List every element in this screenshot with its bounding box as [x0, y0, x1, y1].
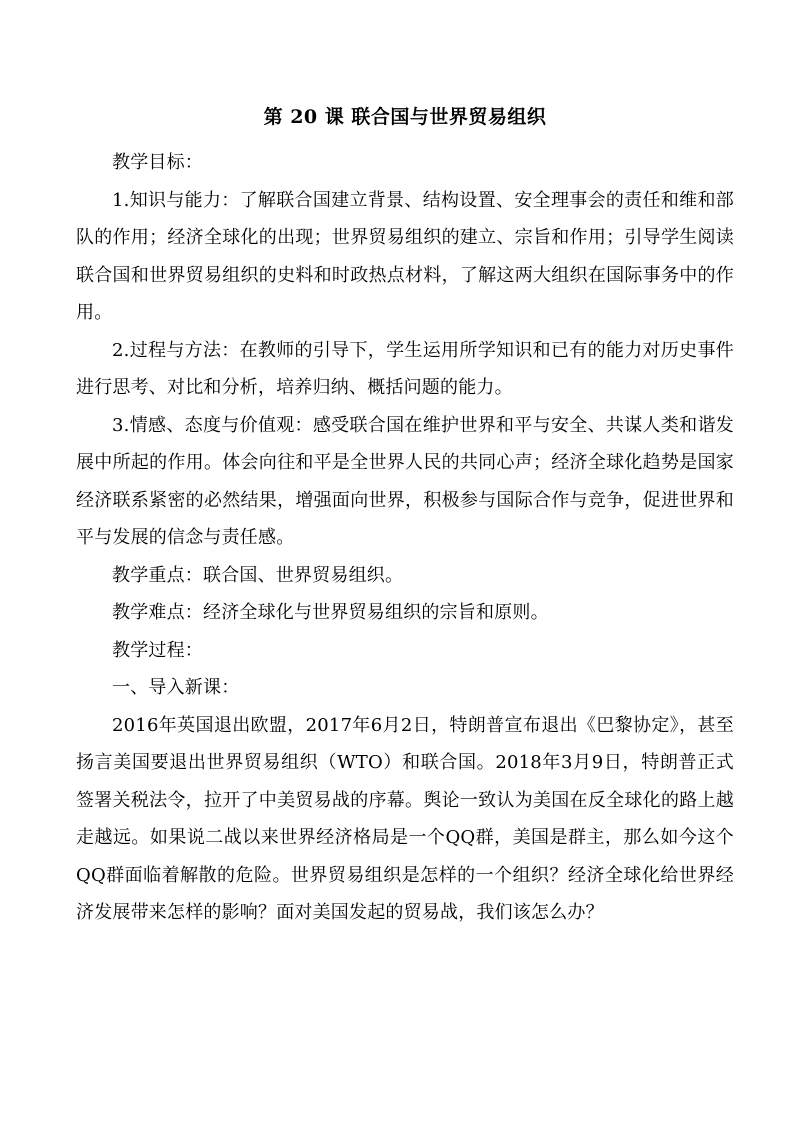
teaching-key-points: 教学重点：联合国、世界贸易组织。 [112, 564, 404, 586]
teaching-process-heading: 教学过程： [112, 639, 203, 661]
teaching-difficulties: 教学难点：经济全球化与世界贸易组织的宗旨和原则。 [112, 602, 549, 623]
section-introduction-heading: 一、导入新课： [112, 677, 240, 698]
objective-process-method: 2.过程与方法：在教师的引导下，学生运用所学知识和已有的能力对历史事件进行思考、对比和分析，培养归纳、概括问题的能力。 [76, 339, 734, 398]
introduction-paragraph: 2016年英国退出欧盟，2017年6月2日，特朗普宣布退出《巴黎协定》，甚至扬言美国要退出世界贸易组织（WTO）和联合国。2018年3月9日，特朗普正式签署关税法令，拉开了中美贸易战的序幕。舆论一致认为美国在反全球化的路上越走越远。如果说二战以来世界经济格局是一个QQ群，美国是群主，那么如今这个QQ群面临着解散的危险。世界贸易组织是怎样的一个组织？经济全球化给世界经济发展带来怎样的影响？面对美国发起的贸易战，我们该怎么办？ [76, 714, 734, 923]
objective-knowledge-ability: 1.知识与能力：了解联合国建立背景、结构设置、安全理事会的责任和维和部队的作用；经济全球化的出现；世界贸易组织的建立、宗旨和作用；引导学生阅读联合国和世界贸易组织的史料和时政热点材料，了解这两大组织在国际事务中的作用。 [76, 189, 734, 323]
objective-emotion-values: 3.情感、态度与价值观：感受联合国在维护世界和平与安全、共谋人类和谐发展中所起的作用。体会向往和平是全世界人民的共同心声；经济全球化趋势是国家经济联系紧密的必然结果，增强面向世界，积极参与国际合作与竞争，促进世界和平与发展的信念与责任感。 [76, 414, 734, 548]
document-title: 第 20 课 联合国与世界贸易组织 [263, 106, 547, 128]
teaching-objectives-heading: 教学目标： [112, 152, 203, 173]
